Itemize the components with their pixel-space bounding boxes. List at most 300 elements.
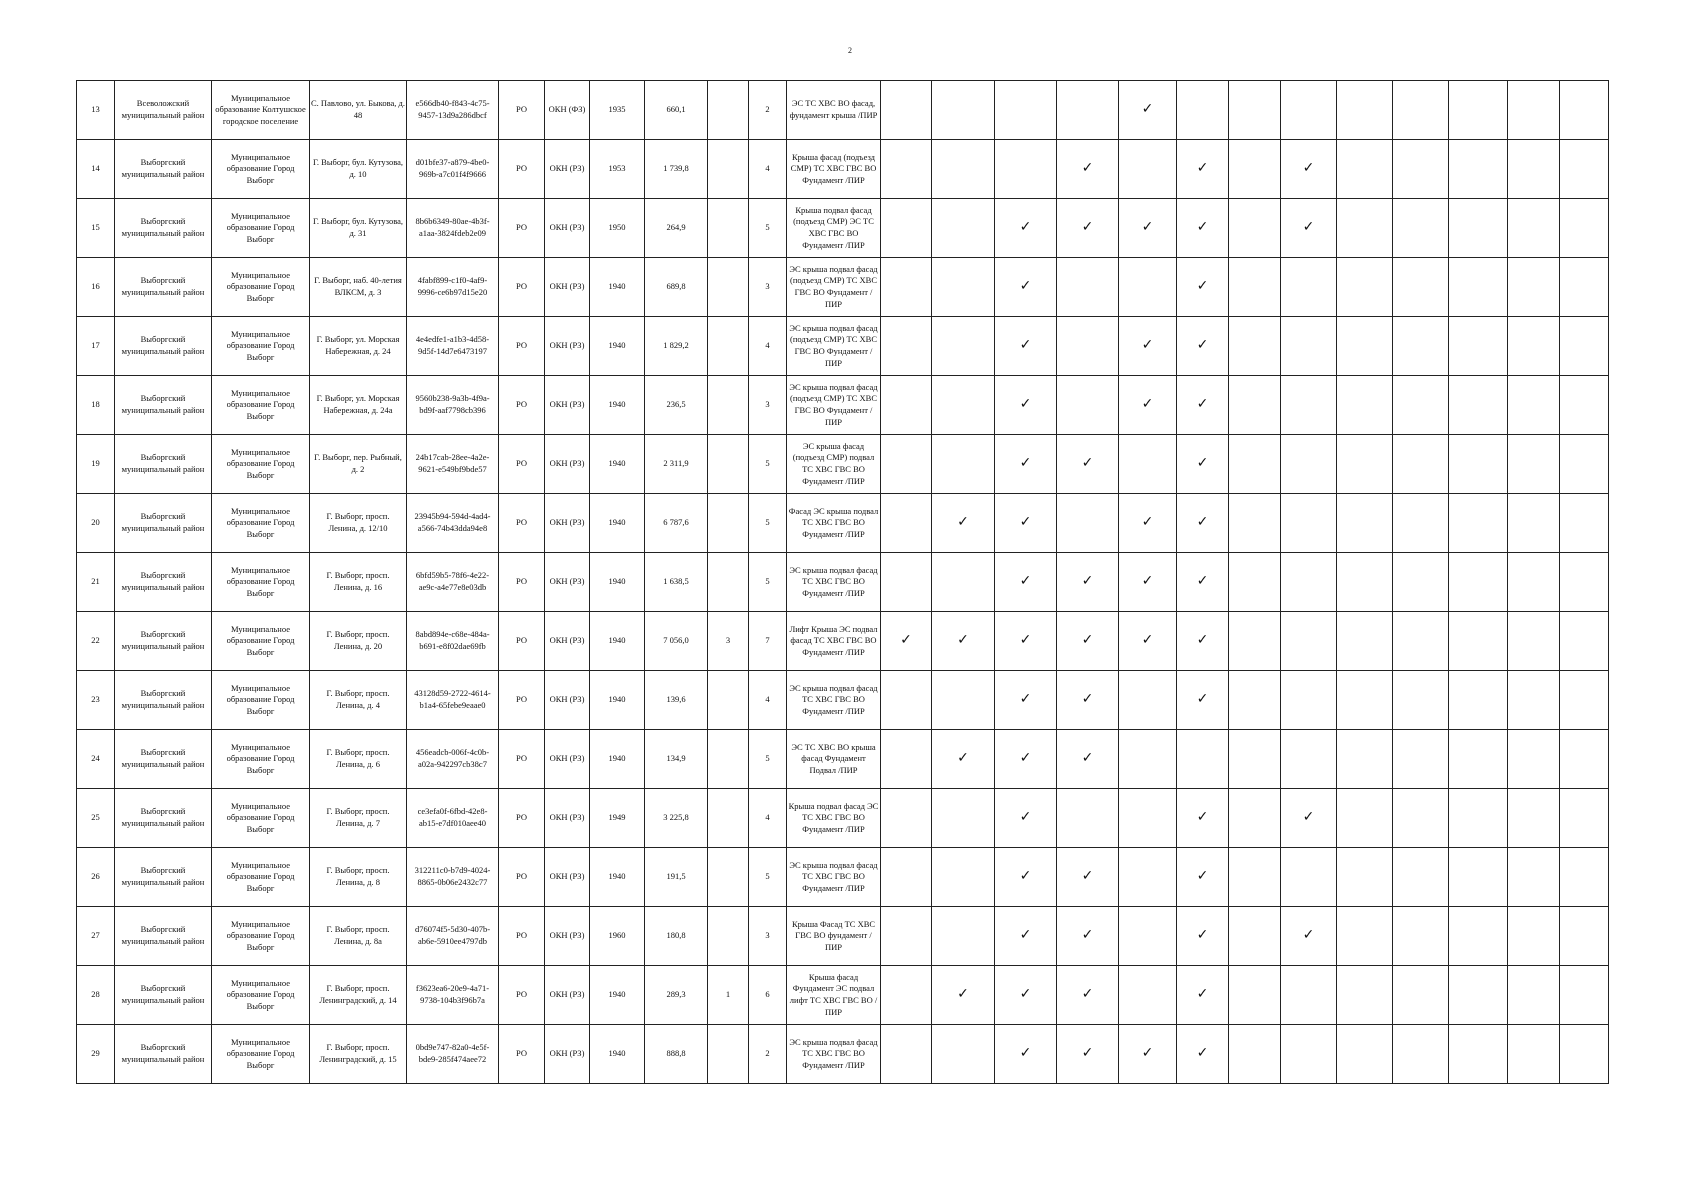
district-cell: Выборгский муниципальный район: [115, 494, 212, 553]
table-row: [77, 730, 1609, 789]
district-cell: Выборгский муниципальный район: [115, 376, 212, 435]
floors-cell: [708, 671, 749, 730]
check-cell: [1393, 730, 1449, 789]
check-cell: [932, 553, 995, 612]
check-cell: [1177, 494, 1229, 553]
entrances-cell: 4: [749, 317, 787, 376]
check-cell: [1177, 848, 1229, 907]
check-cell: [881, 553, 932, 612]
works-list-cell: Крыша подвал фасад ЭС ТС ХВС ГВС ВО Фундамент /ПИР: [787, 789, 881, 848]
check-cell: [1560, 199, 1609, 258]
row-number: 14: [77, 140, 115, 199]
guid-cell: 9560b238-9a3b-4f9a-bd9f-aaf7798cb396: [407, 376, 499, 435]
district-cell: Выборгский муниципальный район: [115, 553, 212, 612]
check-cell: [1393, 553, 1449, 612]
check-cell: [1057, 730, 1119, 789]
check-cell: [1449, 553, 1508, 612]
check-cell: [932, 435, 995, 494]
check-cell: [1281, 317, 1337, 376]
works-list-cell: ЭС ТС ХВС ВО крыша фасад Фундамент Подвал /ПИР: [787, 730, 881, 789]
checkmark-icon: ✓: [1019, 927, 1032, 944]
checkmark-icon: ✓: [1019, 455, 1032, 472]
check-cell: [1177, 907, 1229, 966]
address-cell: Г. Выборг, просп. Ленина, д. 8: [310, 848, 407, 907]
check-cell: [1393, 671, 1449, 730]
guid-cell: 43128d59-2722-4614-b1a4-65febe9eaae0: [407, 671, 499, 730]
entrances-cell: 7: [749, 612, 787, 671]
table-row: [77, 553, 1609, 612]
checkmark-icon: ✓: [1081, 455, 1094, 472]
check-cell: [1281, 789, 1337, 848]
row-number: 18: [77, 376, 115, 435]
check-cell: [1560, 789, 1609, 848]
check-cell: [932, 966, 995, 1025]
owner-cell: РО: [499, 435, 545, 494]
check-cell: [1177, 140, 1229, 199]
check-cell: [932, 907, 995, 966]
row-number: 22: [77, 612, 115, 671]
check-cell: [1281, 848, 1337, 907]
checkmark-icon: ✓: [1141, 396, 1154, 413]
check-cell: [1281, 376, 1337, 435]
floors-cell: [708, 553, 749, 612]
entrances-cell: 4: [749, 671, 787, 730]
check-cell: [995, 199, 1057, 258]
address-cell: Г. Выборг, пер. Рыбный, д. 2: [310, 435, 407, 494]
heritage-status-cell: ОКН (РЗ): [545, 907, 590, 966]
check-cell: [1560, 317, 1609, 376]
checkmark-icon: ✓: [1302, 219, 1315, 236]
address-cell: Г. Выборг, ул. Морская Набережная, д. 24: [310, 317, 407, 376]
check-cell: [1508, 258, 1560, 317]
check-cell: [1337, 1025, 1393, 1084]
row-number: 19: [77, 435, 115, 494]
year-cell: 1950: [590, 199, 645, 258]
year-cell: 1940: [590, 671, 645, 730]
area-cell: 1 829,2: [645, 317, 708, 376]
entrances-cell: 5: [749, 494, 787, 553]
check-cell: [1449, 258, 1508, 317]
check-cell: [1281, 1025, 1337, 1084]
check-cell: [1281, 612, 1337, 671]
entrances-cell: 4: [749, 789, 787, 848]
guid-cell: ce3efa0f-6fbd-42e8-ab15-e7df010aee40: [407, 789, 499, 848]
floors-cell: [708, 258, 749, 317]
area-cell: 1 739,8: [645, 140, 708, 199]
check-cell: [932, 848, 995, 907]
check-cell: [1508, 494, 1560, 553]
check-cell: [1281, 494, 1337, 553]
heritage-status-cell: ОКН (РЗ): [545, 730, 590, 789]
owner-cell: РО: [499, 553, 545, 612]
checkmark-icon: ✓: [1019, 573, 1032, 590]
area-cell: 2 311,9: [645, 435, 708, 494]
row-number: 13: [77, 81, 115, 140]
area-cell: 6 787,6: [645, 494, 708, 553]
check-cell: [1508, 140, 1560, 199]
check-cell: [1119, 258, 1177, 317]
municipality-cell: Муниципальное образование Город Выборг: [212, 848, 310, 907]
municipality-cell: Муниципальное образование Город Выборг: [212, 494, 310, 553]
checkmark-icon: ✓: [1019, 632, 1032, 649]
entrances-cell: 5: [749, 199, 787, 258]
check-cell: [881, 966, 932, 1025]
municipality-cell: Муниципальное образование Колтушское городское поселение: [212, 81, 310, 140]
address-cell: Г. Выборг, просп. Ленинградский, д. 14: [310, 966, 407, 1025]
checkmark-icon: ✓: [1196, 160, 1209, 177]
check-cell: [1177, 671, 1229, 730]
checkmark-icon: ✓: [1019, 396, 1032, 413]
check-cell: [1119, 376, 1177, 435]
floors-cell: [708, 199, 749, 258]
check-cell: [1281, 730, 1337, 789]
check-cell: [932, 789, 995, 848]
check-cell: [1508, 612, 1560, 671]
entrances-cell: 5: [749, 730, 787, 789]
row-number: 21: [77, 553, 115, 612]
heritage-status-cell: ОКН (РЗ): [545, 612, 590, 671]
works-list-cell: ЭС крыша подвал фасад (подъезд СМР) ТС ХВС ГВС ВО Фундамент /ПИР: [787, 317, 881, 376]
heritage-status-cell: ОКН (РЗ): [545, 494, 590, 553]
check-cell: [1449, 317, 1508, 376]
row-number: 23: [77, 671, 115, 730]
owner-cell: РО: [499, 966, 545, 1025]
heritage-status-cell: ОКН (РЗ): [545, 199, 590, 258]
check-cell: [1449, 376, 1508, 435]
check-cell: [1229, 553, 1281, 612]
check-cell: [1281, 966, 1337, 1025]
owner-cell: РО: [499, 848, 545, 907]
check-cell: [1229, 435, 1281, 494]
entrances-cell: 5: [749, 848, 787, 907]
district-cell: Выборгский муниципальный район: [115, 612, 212, 671]
check-cell: [1229, 789, 1281, 848]
entrances-cell: 2: [749, 81, 787, 140]
table-row: [77, 140, 1609, 199]
address-cell: Г. Выборг, просп. Ленина, д. 6: [310, 730, 407, 789]
check-cell: [1119, 612, 1177, 671]
district-cell: Выборгский муниципальный район: [115, 258, 212, 317]
year-cell: 1940: [590, 258, 645, 317]
address-cell: Г. Выборг, просп. Ленина, д. 7: [310, 789, 407, 848]
heritage-status-cell: ОКН (РЗ): [545, 966, 590, 1025]
works-list-cell: Крыша фасад (подъезд СМР) ТС ХВС ГВС ВО Фундамент /ПИР: [787, 140, 881, 199]
area-cell: 888,8: [645, 1025, 708, 1084]
works-list-cell: Фасад ЭС крыша подвал ТС ХВС ГВС ВО Фундамент /ПИР: [787, 494, 881, 553]
checkmark-icon: ✓: [1141, 337, 1154, 354]
checkmark-icon: ✓: [1196, 632, 1209, 649]
municipality-cell: Муниципальное образование Город Выборг: [212, 789, 310, 848]
check-cell: [1229, 140, 1281, 199]
checkmark-icon: ✓: [1302, 160, 1315, 177]
floors-cell: [708, 848, 749, 907]
check-cell: [1508, 435, 1560, 494]
guid-cell: 6bfd59b5-78f6-4e22-ae9c-a4e77e8e03db: [407, 553, 499, 612]
check-cell: [1229, 317, 1281, 376]
check-cell: [1229, 199, 1281, 258]
heritage-status-cell: ОКН (РЗ): [545, 140, 590, 199]
check-cell: [881, 671, 932, 730]
area-cell: 236,5: [645, 376, 708, 435]
check-cell: [1337, 789, 1393, 848]
municipality-cell: Муниципальное образование Город Выборг: [212, 966, 310, 1025]
heritage-status-cell: ОКН (РЗ): [545, 671, 590, 730]
checkmark-icon: ✓: [1081, 868, 1094, 885]
checkmark-icon: ✓: [1019, 691, 1032, 708]
guid-cell: d76074f5-5d30-407b-ab6e-5910ee4797db: [407, 907, 499, 966]
checkmark-icon: ✓: [1019, 514, 1032, 531]
check-cell: [1449, 199, 1508, 258]
checkmark-icon: ✓: [1081, 632, 1094, 649]
check-cell: [1229, 966, 1281, 1025]
check-cell: [1119, 730, 1177, 789]
district-cell: Выборгский муниципальный район: [115, 730, 212, 789]
check-cell: [1057, 671, 1119, 730]
floors-cell: [708, 494, 749, 553]
checkmark-icon: ✓: [1196, 691, 1209, 708]
municipality-cell: Муниципальное образование Город Выборг: [212, 907, 310, 966]
check-cell: [995, 848, 1057, 907]
check-cell: [1337, 140, 1393, 199]
check-cell: [1119, 81, 1177, 140]
municipality-cell: Муниципальное образование Город Выборг: [212, 317, 310, 376]
table-row: [77, 907, 1609, 966]
works-list-cell: ЭС крыша подвал фасад ТС ХВС ГВС ВО Фундамент /ПИР: [787, 848, 881, 907]
check-cell: [881, 789, 932, 848]
check-cell: [1337, 553, 1393, 612]
works-list-cell: Крыша фасад Фундамент ЭС подвал лифт ТС ХВС ГВС ВО /ПИР: [787, 966, 881, 1025]
row-number: 29: [77, 1025, 115, 1084]
check-cell: [1508, 789, 1560, 848]
checkmark-icon: ✓: [1019, 750, 1032, 767]
entrances-cell: 2: [749, 1025, 787, 1084]
guid-cell: 8abd894e-c68e-484a-b691-e8f02dae69fb: [407, 612, 499, 671]
check-cell: [1229, 1025, 1281, 1084]
table-row: [77, 199, 1609, 258]
check-cell: [995, 317, 1057, 376]
check-cell: [1560, 907, 1609, 966]
address-cell: С. Павлово, ул. Быкова, д. 48: [310, 81, 407, 140]
works-list-cell: ЭС крыша подвал фасад ТС ХВС ГВС ВО Фундамент /ПИР: [787, 671, 881, 730]
check-cell: [932, 317, 995, 376]
row-number: 27: [77, 907, 115, 966]
checkmark-icon: ✓: [1019, 278, 1032, 295]
check-cell: [1177, 612, 1229, 671]
municipality-cell: Муниципальное образование Город Выборг: [212, 730, 310, 789]
year-cell: 1940: [590, 553, 645, 612]
municipality-cell: Муниципальное образование Город Выборг: [212, 671, 310, 730]
check-cell: [1229, 848, 1281, 907]
address-cell: Г. Выборг, просп. Ленина, д. 8а: [310, 907, 407, 966]
check-cell: [1119, 199, 1177, 258]
district-cell: Выборгский муниципальный район: [115, 789, 212, 848]
guid-cell: e566db40-f843-4c75-9457-13d9a286dbcf: [407, 81, 499, 140]
district-cell: Выборгский муниципальный район: [115, 1025, 212, 1084]
row-number: 28: [77, 966, 115, 1025]
floors-cell: [708, 730, 749, 789]
check-cell: [932, 140, 995, 199]
check-cell: [1281, 907, 1337, 966]
table-row: [77, 317, 1609, 376]
check-cell: [1393, 81, 1449, 140]
area-cell: 7 056,0: [645, 612, 708, 671]
check-cell: [932, 81, 995, 140]
checkmark-icon: ✓: [900, 632, 912, 649]
year-cell: 1940: [590, 317, 645, 376]
check-cell: [995, 553, 1057, 612]
check-cell: [1393, 317, 1449, 376]
owner-cell: РО: [499, 199, 545, 258]
check-cell: [881, 376, 932, 435]
municipality-cell: Муниципальное образование Город Выборг: [212, 199, 310, 258]
check-cell: [1057, 1025, 1119, 1084]
district-cell: Выборгский муниципальный район: [115, 199, 212, 258]
heritage-status-cell: ОКН (РЗ): [545, 789, 590, 848]
row-number: 24: [77, 730, 115, 789]
check-cell: [1449, 789, 1508, 848]
check-cell: [1393, 258, 1449, 317]
check-cell: [1508, 376, 1560, 435]
check-cell: [932, 671, 995, 730]
district-cell: Выборгский муниципальный район: [115, 671, 212, 730]
check-cell: [932, 199, 995, 258]
check-cell: [881, 494, 932, 553]
check-cell: [1560, 730, 1609, 789]
check-cell: [1057, 81, 1119, 140]
district-cell: Выборгский муниципальный район: [115, 317, 212, 376]
checkmark-icon: ✓: [1196, 219, 1209, 236]
check-cell: [1119, 907, 1177, 966]
checkmark-icon: ✓: [1081, 986, 1094, 1003]
check-cell: [881, 258, 932, 317]
check-cell: [1229, 376, 1281, 435]
table-row: [77, 612, 1609, 671]
area-cell: 3 225,8: [645, 789, 708, 848]
row-number: 25: [77, 789, 115, 848]
check-cell: [1508, 730, 1560, 789]
check-cell: [995, 376, 1057, 435]
check-cell: [1119, 789, 1177, 848]
checkmark-icon: ✓: [1081, 573, 1094, 590]
check-cell: [1177, 317, 1229, 376]
check-cell: [1393, 848, 1449, 907]
check-cell: [1119, 435, 1177, 494]
check-cell: [995, 730, 1057, 789]
check-cell: [881, 1025, 932, 1084]
check-cell: [995, 494, 1057, 553]
checkmark-icon: ✓: [1141, 219, 1154, 236]
check-cell: [881, 81, 932, 140]
check-cell: [1281, 258, 1337, 317]
row-number: 17: [77, 317, 115, 376]
entrances-cell: 3: [749, 258, 787, 317]
check-cell: [995, 81, 1057, 140]
check-cell: [1337, 81, 1393, 140]
address-cell: Г. Выборг, просп. Ленина, д. 12/10: [310, 494, 407, 553]
entrances-cell: 3: [749, 907, 787, 966]
check-cell: [1337, 966, 1393, 1025]
checkmark-icon: ✓: [1196, 868, 1209, 885]
owner-cell: РО: [499, 140, 545, 199]
guid-cell: 312211c0-b7d9-4024-8865-0b06e2432c77: [407, 848, 499, 907]
check-cell: [1057, 966, 1119, 1025]
check-cell: [1281, 435, 1337, 494]
heritage-status-cell: ОКН (РЗ): [545, 317, 590, 376]
check-cell: [1057, 907, 1119, 966]
checkmark-icon: ✓: [1019, 337, 1032, 354]
check-cell: [1057, 848, 1119, 907]
guid-cell: 24b17cab-28ee-4a2e-9621-e549bf9bde57: [407, 435, 499, 494]
district-cell: Выборгский муниципальный район: [115, 966, 212, 1025]
check-cell: [995, 789, 1057, 848]
checkmark-icon: ✓: [1196, 986, 1209, 1003]
check-cell: [1337, 317, 1393, 376]
check-cell: [995, 140, 1057, 199]
checkmark-icon: ✓: [957, 632, 969, 649]
row-number: 26: [77, 848, 115, 907]
check-cell: [1508, 199, 1560, 258]
check-cell: [1560, 435, 1609, 494]
check-cell: [1119, 671, 1177, 730]
year-cell: 1940: [590, 1025, 645, 1084]
check-cell: [1177, 376, 1229, 435]
area-cell: 191,5: [645, 848, 708, 907]
checkmark-icon: ✓: [1196, 809, 1209, 826]
works-list-cell: Крыша Фасад ТС ХВС ГВС ВО фундамент /ПИР: [787, 907, 881, 966]
register-table: [76, 80, 1609, 1084]
check-cell: [1337, 671, 1393, 730]
floors-cell: [708, 789, 749, 848]
check-cell: [1281, 671, 1337, 730]
owner-cell: РО: [499, 612, 545, 671]
check-cell: [1337, 435, 1393, 494]
checkmark-icon: ✓: [1081, 219, 1094, 236]
check-cell: [1057, 199, 1119, 258]
district-cell: Выборгский муниципальный район: [115, 848, 212, 907]
checkmark-icon: ✓: [1141, 514, 1154, 531]
check-cell: [995, 966, 1057, 1025]
district-cell: Всеволожский муниципальный район: [115, 81, 212, 140]
floors-cell: [708, 907, 749, 966]
floors-cell: [708, 140, 749, 199]
check-cell: [1057, 317, 1119, 376]
check-cell: [1508, 671, 1560, 730]
year-cell: 1940: [590, 435, 645, 494]
municipality-cell: Муниципальное образование Город Выборг: [212, 612, 310, 671]
owner-cell: РО: [499, 494, 545, 553]
check-cell: [1560, 376, 1609, 435]
check-cell: [1560, 258, 1609, 317]
district-cell: Выборгский муниципальный район: [115, 907, 212, 966]
heritage-status-cell: ОКН (РЗ): [545, 376, 590, 435]
check-cell: [932, 612, 995, 671]
check-cell: [1449, 435, 1508, 494]
check-cell: [1508, 966, 1560, 1025]
row-number: 15: [77, 199, 115, 258]
entrances-cell: 3: [749, 376, 787, 435]
heritage-status-cell: ОКН (РЗ): [545, 1025, 590, 1084]
entrances-cell: 4: [749, 140, 787, 199]
works-list-cell: ЭС ТС ХВС ВО фасад, фундамент крыша /ПИР: [787, 81, 881, 140]
check-cell: [1449, 848, 1508, 907]
check-cell: [1281, 81, 1337, 140]
check-cell: [1560, 81, 1609, 140]
check-cell: [881, 907, 932, 966]
year-cell: 1940: [590, 730, 645, 789]
municipality-cell: Муниципальное образование Город Выборг: [212, 376, 310, 435]
check-cell: [1393, 612, 1449, 671]
check-cell: [1508, 1025, 1560, 1084]
